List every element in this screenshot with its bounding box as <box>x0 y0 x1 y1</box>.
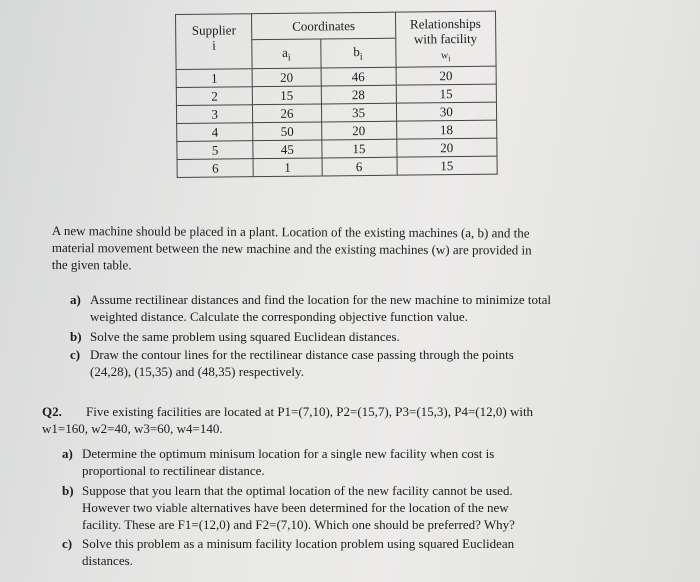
cell-a: 26 <box>253 104 321 123</box>
header-a-sub: i <box>287 52 291 64</box>
q2-line: w1=160, w2=40, w3=60, w4=140. <box>42 421 223 436</box>
q2-a-mark: a) <box>62 446 73 461</box>
q2-b-line: Suppose that you learn that the optimal location of the new facility cannot be used. <box>82 483 513 498</box>
cell-b: 35 <box>321 103 396 122</box>
header-a-letter: a <box>281 44 288 60</box>
cell-a: 45 <box>253 140 321 159</box>
cell-b: 6 <box>322 157 397 176</box>
q1-c-mark: c) <box>70 347 81 362</box>
header-relationships-line1: Relationships <box>409 15 481 32</box>
cell-i: 5 <box>177 141 253 160</box>
q1-a-line: weighted distance. Calculate the corresponding objective function value. <box>90 309 468 324</box>
cell-a: 1 <box>253 158 321 177</box>
header-w-sub: i <box>448 54 451 64</box>
q2-a-line: proportional to rectilinear distance. <box>82 463 265 478</box>
header-supplier-sub: i <box>212 37 216 53</box>
q2-item-a <box>62 445 494 479</box>
cell-w: 15 <box>396 84 497 103</box>
q2-c-line: distances. <box>82 553 133 568</box>
q1-a-line: Assume rectilinear distances and find the location for the new machine to minimize total <box>90 292 551 307</box>
q1-c-line: Draw the contour lines for the rectilinear distance case passing through the points <box>90 347 514 362</box>
q2-c-mark: c) <box>62 536 73 551</box>
cell-w: 20 <box>396 66 497 85</box>
header-b-sub: i <box>359 51 363 63</box>
cell-b: 20 <box>321 121 396 140</box>
q1-item-c <box>70 346 514 380</box>
q1-b-mark: b) <box>70 329 82 344</box>
header-a <box>252 39 320 68</box>
cell-i: 2 <box>176 87 252 106</box>
q1-b-line: Solve the same problem using squared Euclidean distances. <box>90 329 400 344</box>
header-supplier-label: Supplier <box>191 22 236 38</box>
cell-b: 28 <box>321 85 396 104</box>
q2-b-mark: b) <box>62 483 74 498</box>
cell-w: 20 <box>396 138 497 157</box>
cell-a: 15 <box>253 86 321 105</box>
header-relationships-line2: with facility <box>413 30 478 47</box>
cell-a: 50 <box>253 122 321 141</box>
q2-b-line: However two viable alternatives have been determined for the location of the new <box>82 500 509 515</box>
header-w <box>440 50 451 64</box>
q1-a-mark: a) <box>70 292 81 307</box>
intro-line: material movement between the new machine and the existing machines (w) are provided in <box>51 239 532 258</box>
intro-line: the given table. <box>51 256 132 273</box>
cell-a: 20 <box>252 68 320 87</box>
header-b <box>320 39 395 68</box>
q1-c-line: (24,28), (15,35) and (48,35) respectively. <box>90 364 304 379</box>
q2-question <box>42 403 533 437</box>
q1-item-a <box>70 291 551 325</box>
q2-item-b <box>62 482 515 533</box>
cell-i: 4 <box>177 123 253 142</box>
q2-b-line: facility. These are F1=(12,0) and F2=(7,10). Which one should be preferred? Why? <box>82 517 515 532</box>
intro-paragraph <box>52 222 532 276</box>
q2-item-c <box>62 535 514 569</box>
supplier-table <box>175 11 498 178</box>
cell-i: 1 <box>176 69 252 88</box>
cell-w: 15 <box>397 156 498 175</box>
header-supplier <box>176 14 253 70</box>
header-w-letter: w <box>440 50 449 62</box>
q2-line: Five existing facilities are located at P1=(7,10), P2=(15,7), P3=(15,3), P4=(12,0) with <box>86 404 534 419</box>
cell-i: 3 <box>176 105 252 124</box>
header-relationships <box>395 11 496 67</box>
cell-w: 30 <box>396 102 497 121</box>
q2-label: Q2. <box>42 404 62 419</box>
cell-b: 15 <box>321 139 396 158</box>
intro-line: A new machine should be placed in a plant. Location of the existing machines (a, b) and the <box>51 222 530 241</box>
table-row <box>177 156 497 177</box>
cell-i: 6 <box>177 159 253 178</box>
cell-w: 18 <box>396 120 497 139</box>
header-b-letter: b <box>353 44 360 60</box>
q1-item-b <box>70 328 400 345</box>
header-coordinates: Coordinates <box>252 12 396 40</box>
q2-c-line: Solve this problem as a minisum facility location problem using squared Euclidean <box>82 536 515 551</box>
cell-b: 46 <box>321 67 396 86</box>
q2-a-line: Determine the optimum minisum location for a single new facility when cost is <box>82 446 495 461</box>
